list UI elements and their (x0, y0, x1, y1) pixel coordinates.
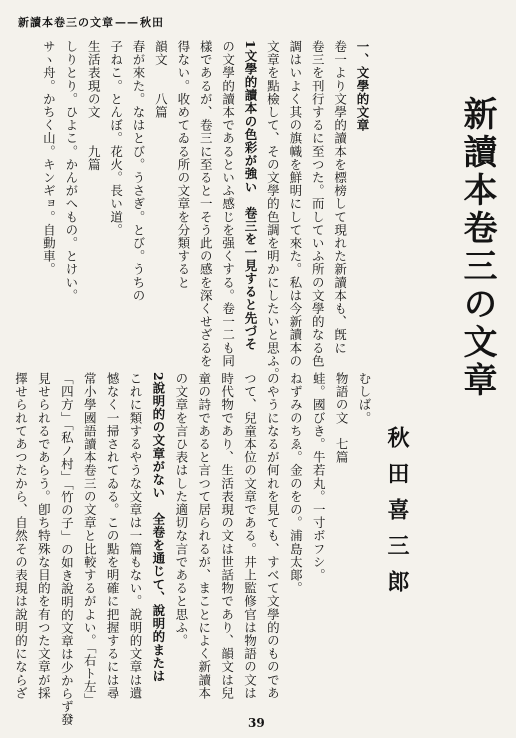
lower-text-column: つて、兒童本位の文章である。井上監修官は物語の文は (242, 372, 258, 700)
upper-text-column: 卷三を刊行するに至つた。而していふ所の文學的なる色 (310, 40, 326, 368)
lower-text-column: 常小學國語讀本卷三の文章と比較するがよい。「右ト左」 (82, 372, 98, 707)
upper-text-column: 子ねこ。とんぼ。花火。長い道。 (108, 40, 124, 237)
upper-text-column: しりとり。ひよこ。かんがへもの。とけい。 (63, 40, 79, 302)
upper-text-column: 1文學的讀本の色彩が強い 卷三を一見すると先づそ (243, 40, 258, 351)
running-header-title: 新讀本卷三の文章 (18, 16, 114, 29)
lower-text-column: 童の詩であると言つて居られるが、まことによく新讀本 (196, 372, 212, 700)
article-author: 秋田喜三郎 (384, 426, 410, 606)
upper-text-column: の文學的讀本であるといふ感じを强くする。卷一二も同 (220, 40, 236, 368)
running-header-dash: —— (115, 16, 139, 29)
lower-text-column: 時代物であり、生活表現の文は世話物であり、韻文は兒 (219, 372, 235, 700)
lower-text-column: 憾なく一掃されてゐる。この點を明確に把握するには尋 (105, 372, 121, 700)
upper-text-column: 調はいよく其の旗幟を鮮明にして來た。私は今新讀本の (287, 40, 303, 368)
lower-text-column: 2說明的の文章がない 全卷を通じて、說明的または (150, 372, 166, 683)
upper-text-column: サヽ舟。かちく山。キンギョ。自動車。 (41, 40, 57, 276)
article-title: 新讀本卷三の文章 (457, 96, 497, 400)
upper-text-column: 卷一より文學的讀本を標榜して現れた新讀本も、旣に (332, 40, 348, 355)
lower-text-column: 物語の文 七篇 (334, 372, 350, 464)
lower-text-column: 「四方」「私ノ村」「竹の子」の如き說明的文章は少からず發 (59, 372, 75, 727)
lower-text-column: ねずみのちゑ。金のをの。浦島太郞。 (288, 372, 304, 595)
lower-text-column: 見せられるであらう。卽ち特殊な目的を有つた文章が採 (36, 372, 52, 700)
upper-text-column: 得ない。收めてゐる所の文章を分類すると (175, 40, 191, 289)
upper-text-column: 一、文學的文章 (355, 40, 370, 132)
page-number: 39 (248, 716, 265, 730)
upper-text-column: 韻文 八篇 (153, 40, 169, 119)
lower-text-column: 擇せられてあつたから、自然その表現は說明的にならざ (13, 372, 29, 700)
lower-text-column: 蛙。國びき。牛若丸。一寸ボフシ。 (311, 372, 327, 582)
upper-text-column: 生活表現の文 九篇 (86, 40, 102, 171)
upper-text-column: 樣であるが、卷三に至ると一そう此の感を深くせざるを (198, 40, 214, 368)
lower-text-column: これに類するやうな文章は一篇もない。說明的文章は遺 (128, 372, 143, 700)
lower-text-column: のやうになるが何れを見ても、すべて文學的のものであ (265, 372, 281, 700)
running-header-author: 秋田 (140, 16, 164, 29)
lower-text-column: むしば。 (357, 372, 372, 425)
running-header (18, 14, 164, 30)
upper-text-column: 春が來た。なはとび。うさぎ。とび。うちの (131, 40, 146, 302)
lower-text-column: の文章を言ひ表はした適切な言であると思ふ。 (173, 372, 189, 648)
upper-text-column: 文章を點檢して、その文學的色調を明かにしたいと思ふ。 (265, 40, 281, 381)
